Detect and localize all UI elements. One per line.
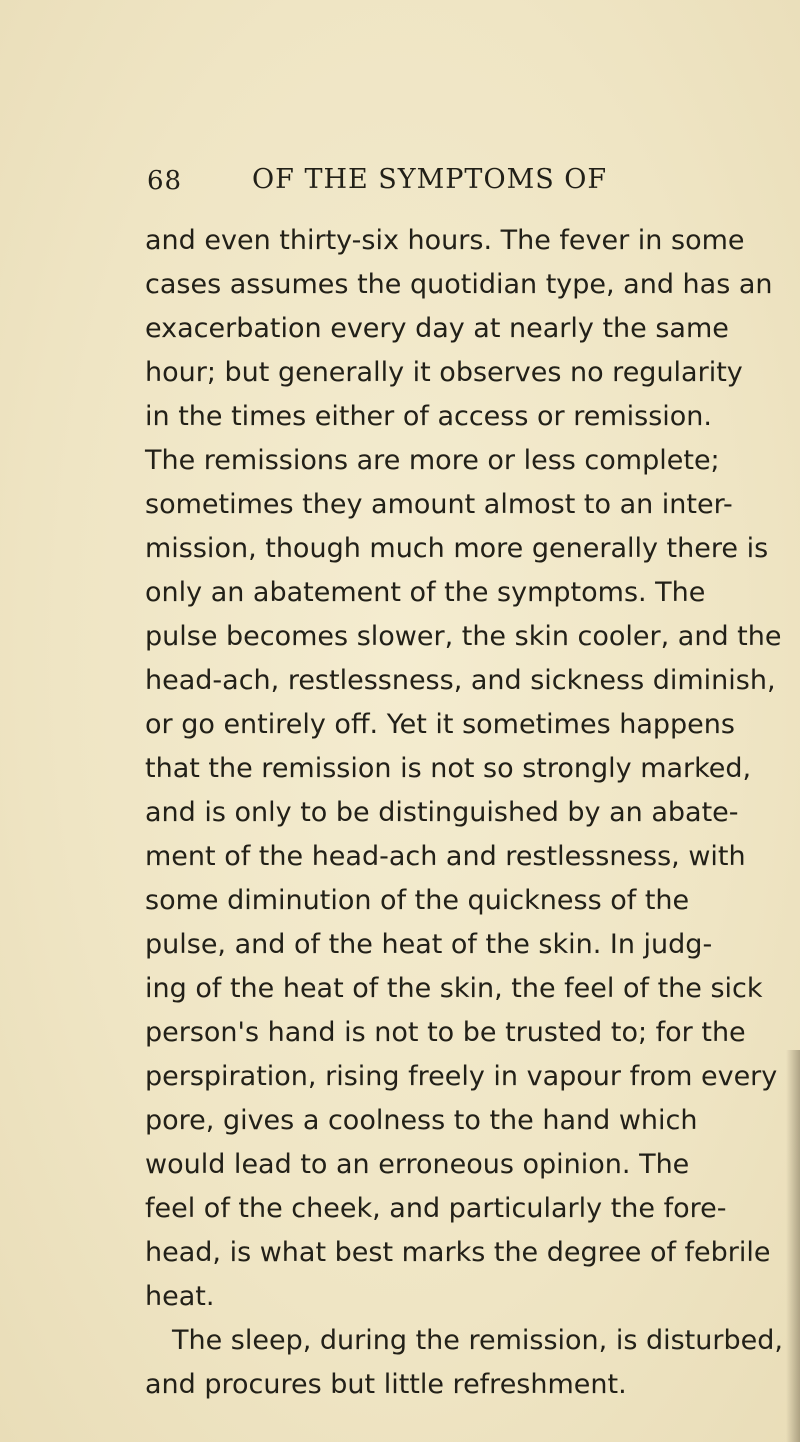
page-header	[0, 166, 800, 206]
text-line: pulse becomes slower, the skin cooler, and the	[145, 621, 782, 652]
text-line: cases assumes the quotidian type, and has an	[145, 269, 773, 300]
text-line: sometimes they amount almost to an inter-	[145, 489, 733, 520]
body-text	[145, 219, 783, 1407]
text-line: feel of the cheek, and particularly the fore-	[145, 1193, 727, 1224]
text-line: perspiration, rising freely in vapour from every	[145, 1061, 778, 1092]
text-line: ment of the head-ach and restlessness, with	[145, 841, 746, 872]
text-line: The sleep, during the remission, is disturbed,	[172, 1325, 783, 1356]
text-line: in the times either of access or remission.	[145, 401, 712, 432]
text-line: exacerbation every day at nearly the same	[145, 313, 729, 344]
text-line: head, is what best marks the degree of febrile	[145, 1237, 771, 1268]
text-line: would lead to an erroneous opinion. The	[145, 1149, 690, 1180]
text-line: and is only to be distinguished by an abate-	[145, 797, 739, 828]
text-line: and procures but little refreshment.	[145, 1369, 627, 1400]
text-line: only an abatement of the symptoms. The	[145, 577, 706, 608]
text-line: or go entirely off. Yet it sometimes happens	[145, 709, 735, 740]
page-edge-shadow	[786, 1050, 800, 1442]
text-line: pore, gives a coolness to the hand which	[145, 1105, 698, 1136]
text-line: that the remission is not so strongly marked,	[145, 753, 752, 784]
text-line: some diminution of the quickness of the	[145, 885, 690, 916]
text-line: heat.	[145, 1281, 215, 1312]
running-head: OF THE SYMPTOMS OF	[252, 164, 608, 195]
text-line: head-ach, restlessness, and sickness diminish,	[145, 665, 776, 696]
page-number: 68	[147, 166, 183, 196]
text-line: pulse, and of the heat of the skin. In judg-	[145, 929, 713, 960]
text-line: mission, though much more generally there is	[145, 533, 769, 564]
text-line: person's hand is not to be trusted to; for the	[145, 1017, 746, 1048]
text-line: hour; but generally it observes no regularity	[145, 357, 743, 388]
text-line: The remissions are more or less complete;	[145, 445, 720, 476]
text-line: ing of the heat of the skin, the feel of the sick	[145, 973, 763, 1004]
text-line: and even thirty-six hours. The fever in some	[145, 225, 745, 256]
